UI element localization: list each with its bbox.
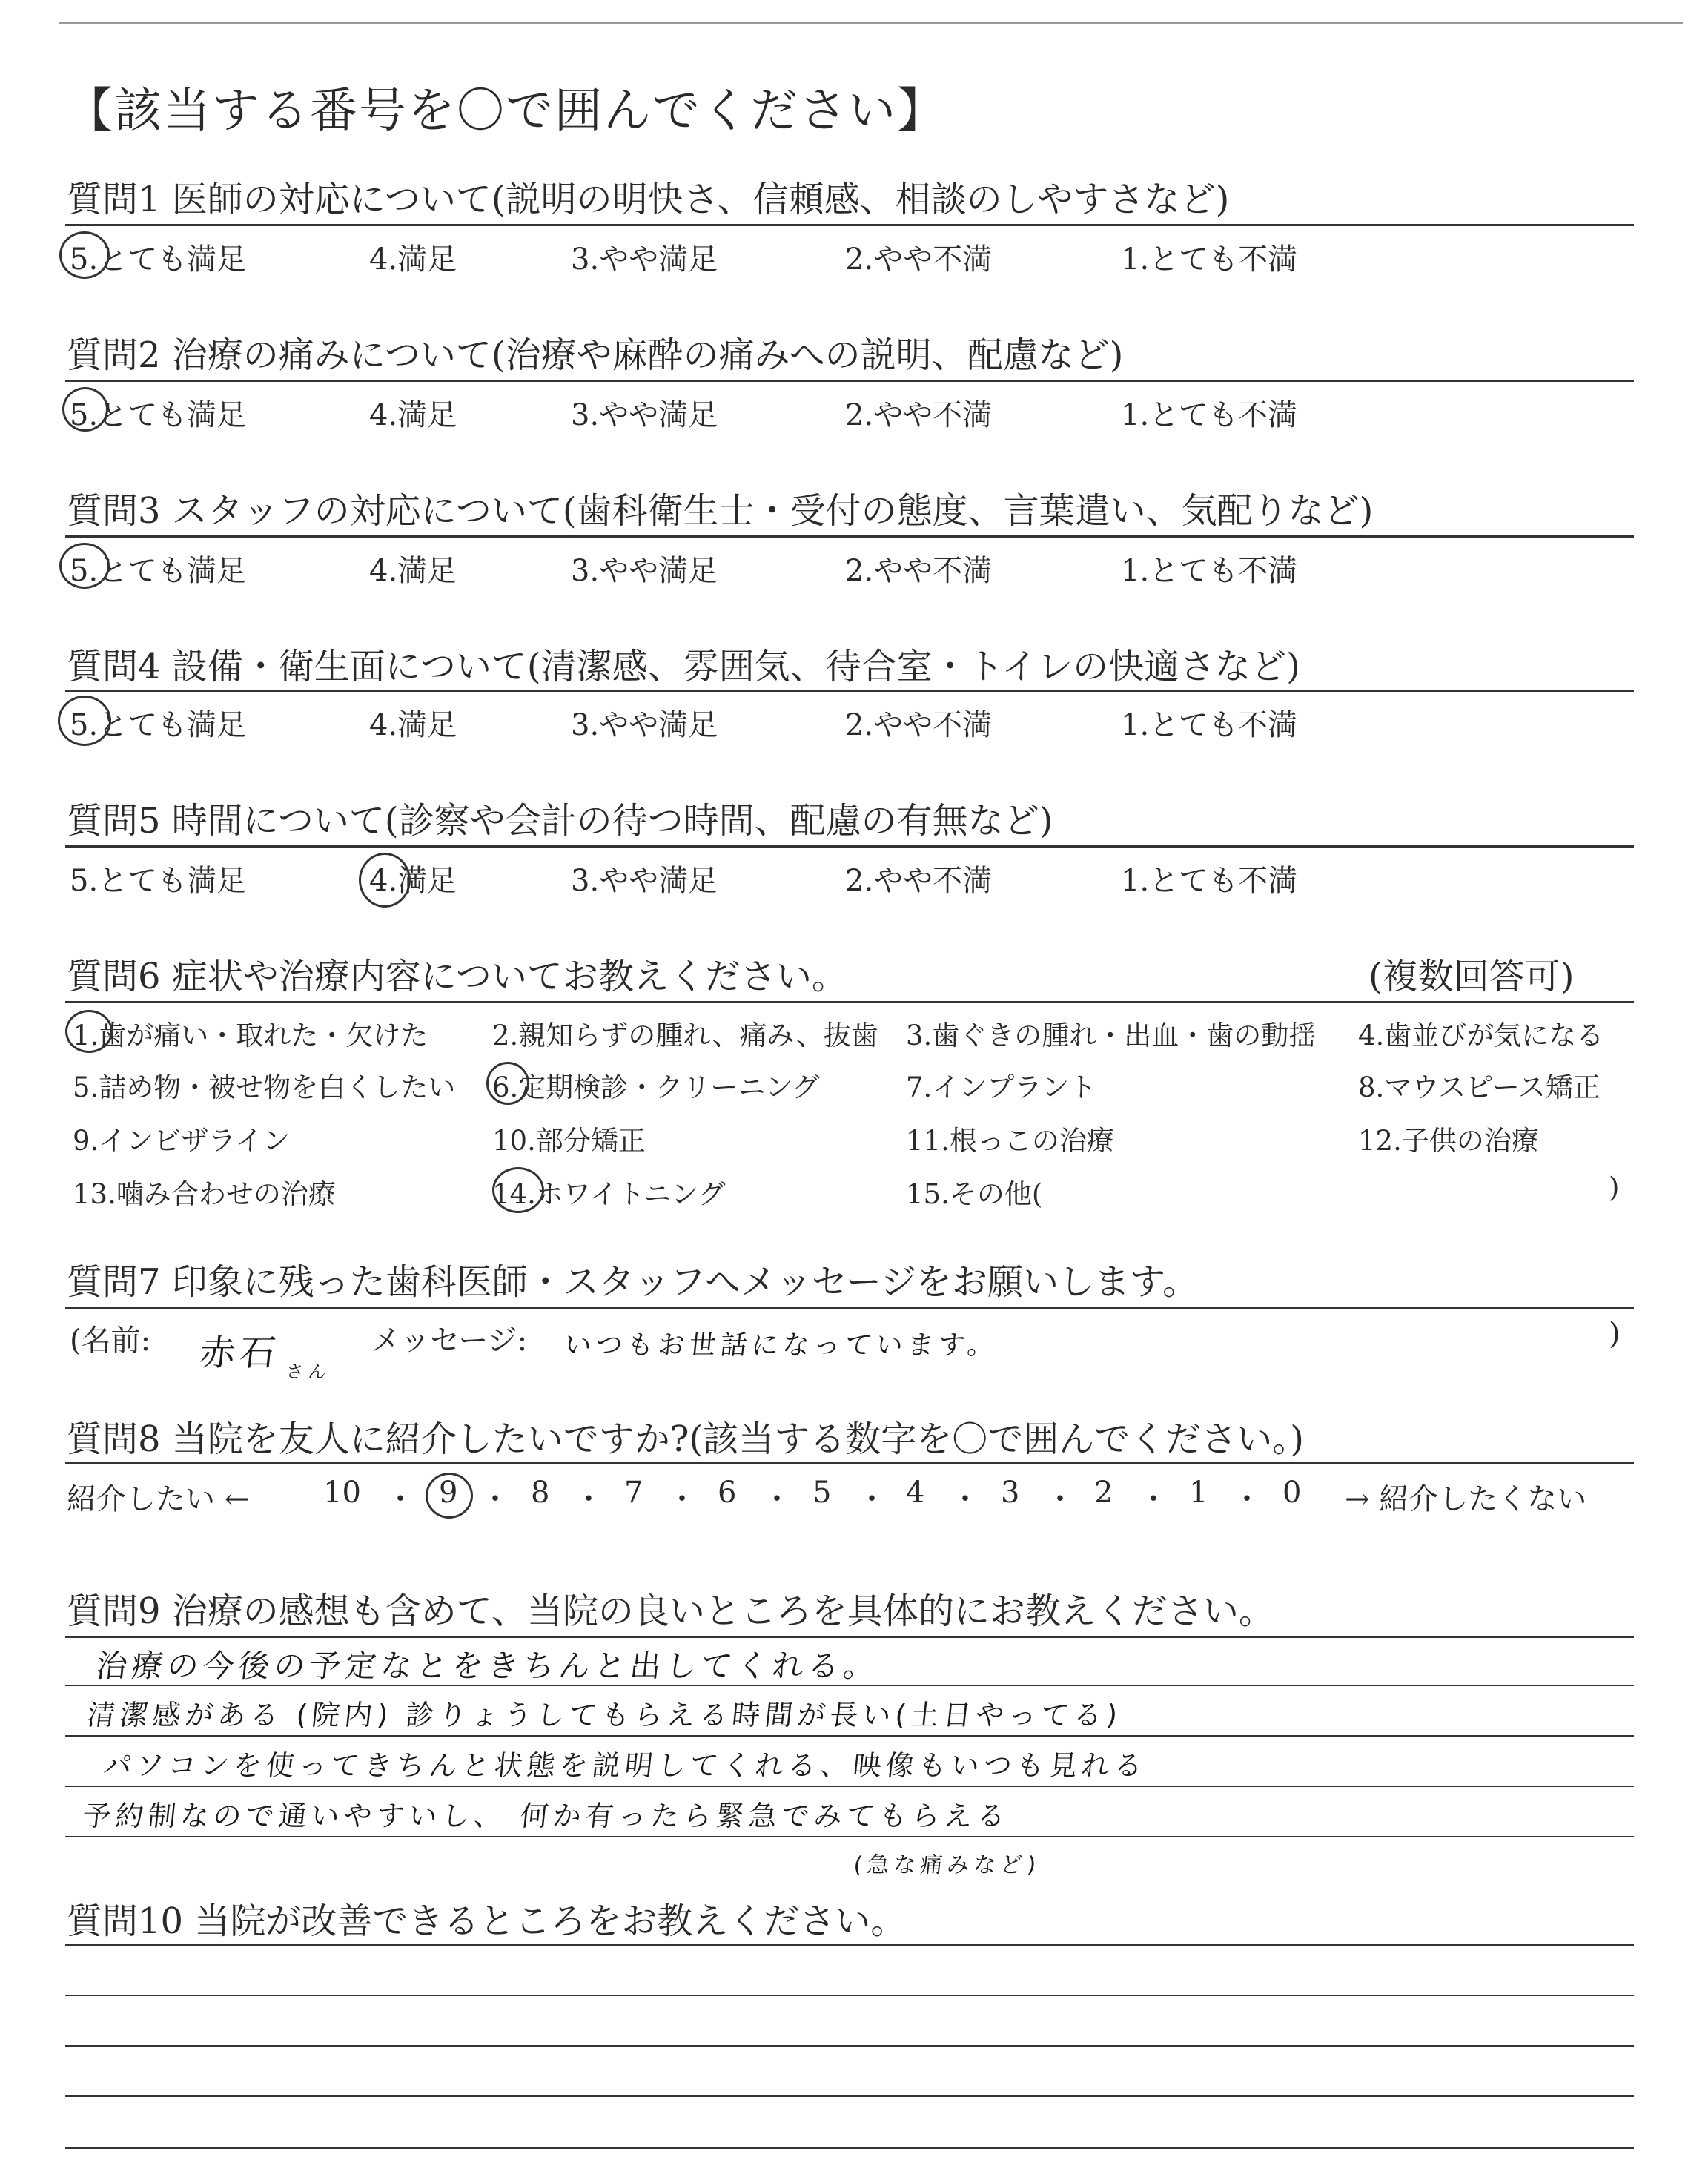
- q6-item-10[interactable]: 10.部分矯正: [492, 1125, 646, 1157]
- q5-option-1[interactable]: 1.とても不満: [1121, 864, 1298, 898]
- q3-option-3[interactable]: 3.やや満足: [571, 554, 718, 588]
- q2-option-4[interactable]: 4.満足: [369, 398, 457, 432]
- q9-writing-line: [65, 1735, 1634, 1737]
- q3-option-1[interactable]: 1.とても不満: [1121, 554, 1298, 588]
- q9-writing-line: [65, 1836, 1634, 1837]
- q8-title: 質問8 当院を友人に紹介したいですか?(該当する数字を〇で囲んでください。): [67, 1418, 1304, 1460]
- q5-title: 質問5 時間について(診察や会計の待つ時間、配慮の有無など): [67, 800, 1053, 842]
- q9-annotation: (急な痛みなど): [852, 1852, 1042, 1878]
- q8-dot: ・: [762, 1482, 792, 1516]
- q1-title: 質問1 医師の対応について(説明の明快さ、信頼感、相談のしやすさなど): [67, 179, 1230, 220]
- q1-option-3[interactable]: 3.やや満足: [571, 242, 718, 277]
- q5-option-4[interactable]: 4.満足: [369, 864, 457, 898]
- q8-scale-5[interactable]: 5: [812, 1476, 832, 1510]
- q6-item-5[interactable]: 5.詰め物・被せ物を白くしたい: [73, 1071, 456, 1103]
- q8-scale-6[interactable]: 6: [718, 1476, 737, 1510]
- q1-option-2[interactable]: 2.やや不満: [845, 242, 993, 277]
- q4-option-1[interactable]: 1.とても不満: [1121, 708, 1298, 742]
- q10-writing-line[interactable]: [65, 1995, 1634, 1996]
- q3-rule: [65, 535, 1634, 538]
- q8-dot: ・: [857, 1482, 887, 1516]
- q8-dot: ・: [574, 1482, 603, 1516]
- q8-scale-7[interactable]: 7: [624, 1476, 643, 1510]
- q6-item-2[interactable]: 2.親知らずの腫れ、痛み、抜歯: [492, 1020, 878, 1051]
- q8-scale-0[interactable]: 0: [1282, 1476, 1302, 1510]
- q3-answer-circle: [59, 543, 110, 589]
- q6-item-15[interactable]: 15.その他(: [906, 1178, 1043, 1210]
- q7-rule: [65, 1307, 1634, 1309]
- q8-scale-3[interactable]: 3: [1001, 1476, 1020, 1510]
- q10-title: 質問10 当院が改善できるところをお教えください。: [67, 1900, 907, 1942]
- q8-rule: [65, 1462, 1634, 1464]
- q8-dot: ・: [1045, 1482, 1075, 1516]
- q7-message-value[interactable]: いつもお世話になっています。: [563, 1330, 1000, 1361]
- q10-writing-line[interactable]: [65, 2045, 1634, 2047]
- q8-dot: ・: [667, 1482, 697, 1516]
- q7-close-paren: ): [1609, 1317, 1621, 1351]
- q6-item-8[interactable]: 8.マウスピース矯正: [1358, 1071, 1601, 1103]
- q6-item-3[interactable]: 3.歯ぐきの腫れ・出血・歯の動揺: [906, 1020, 1317, 1051]
- q6-title: 質問6 症状や治療内容についてお教えください。: [67, 956, 847, 997]
- q2-option-2[interactable]: 2.やや不満: [845, 398, 993, 432]
- q6-answer-circle-14: [492, 1167, 544, 1213]
- q6-item-11[interactable]: 11.根っこの治療: [906, 1125, 1114, 1157]
- q2-title: 質問2 治療の痛みについて(治療や麻酔の痛みへの説明、配慮など): [67, 334, 1124, 376]
- q3-option-2[interactable]: 2.やや不満: [845, 554, 993, 588]
- q7-message-label: メッセージ:: [371, 1324, 528, 1358]
- q8-dot: ・: [1139, 1482, 1168, 1516]
- q8-dot: ・: [480, 1482, 510, 1516]
- q6-answer-circle-1: [65, 1010, 113, 1053]
- q9-writing-line: [65, 1786, 1634, 1787]
- q6-item-14[interactable]: 14.ホワイトニング: [492, 1178, 726, 1210]
- q4-title: 質問4 設備・衛生面について(清潔感、雰囲気、待合室・トイレの快適さなど): [67, 646, 1300, 687]
- q4-option-5[interactable]: 5.とても満足: [70, 708, 247, 742]
- q5-answer-circle: [359, 853, 411, 908]
- q7-name-suffix: さん: [285, 1361, 332, 1382]
- q5-option-3[interactable]: 3.やや満足: [571, 864, 718, 898]
- q5-option-2[interactable]: 2.やや不満: [845, 864, 993, 898]
- q7-title: 質問7 印象に残った歯科医師・スタッフへメッセージをお願いします。: [67, 1261, 1199, 1303]
- q9-answer-line-1: 治療の今後の予定なとをきちんと出してくれる。: [94, 1648, 881, 1684]
- q2-option-1[interactable]: 1.とても不満: [1121, 398, 1298, 432]
- q1-rule: [65, 224, 1634, 226]
- q5-option-5[interactable]: 5.とても満足: [70, 864, 247, 898]
- page-title: 【該当する番号を〇で囲んでください】: [65, 84, 946, 139]
- q2-option-3[interactable]: 3.やや満足: [571, 398, 718, 432]
- q2-answer-circle: [62, 387, 108, 432]
- q1-option-1[interactable]: 1.とても不満: [1121, 242, 1298, 277]
- q8-scale-1[interactable]: 1: [1189, 1476, 1208, 1510]
- q6-rule: [65, 1001, 1634, 1003]
- q8-scale-2[interactable]: 2: [1094, 1476, 1113, 1510]
- q10-writing-line[interactable]: [65, 2095, 1634, 2097]
- q9-answer-line-3: パソコンを使ってきちんと状態を説明してくれる、映像もいつも見れる: [102, 1749, 1149, 1782]
- q6-item-6[interactable]: 6.定期検診・クリーニング: [492, 1071, 820, 1103]
- q8-scale-8[interactable]: 8: [531, 1476, 550, 1510]
- q6-item-1[interactable]: 1.歯が痛い・取れた・欠けた: [73, 1020, 428, 1051]
- q3-option-5[interactable]: 5.とても満足: [70, 554, 247, 588]
- q4-option-2[interactable]: 2.やや不満: [845, 708, 993, 742]
- q6-note: (複数回答可): [1368, 956, 1575, 997]
- q3-title: 質問3 スタッフの対応について(歯科衛生士・受付の態度、言葉遣い、気配りなど): [67, 490, 1374, 532]
- q5-rule: [65, 845, 1634, 848]
- q7-name-label: (名前:: [70, 1324, 151, 1358]
- q8-answer-circle: [426, 1473, 473, 1519]
- q8-left-label: 紹介したい ←: [67, 1482, 250, 1516]
- q1-answer-circle: [59, 231, 110, 279]
- q4-answer-circle: [58, 696, 111, 746]
- q9-answer-line-4: 予約制なので通いやすいし、 何か有ったら緊急でみてもらえる: [81, 1800, 1012, 1832]
- q4-rule: [65, 690, 1634, 692]
- q1-option-5[interactable]: 5.とても満足: [70, 242, 247, 277]
- q9-rule: [65, 1636, 1634, 1638]
- q6-item-4[interactable]: 4.歯並びが気になる: [1358, 1020, 1604, 1051]
- q8-scale-4[interactable]: 4: [906, 1476, 925, 1510]
- q6-item-15-close: ): [1609, 1172, 1620, 1203]
- q3-option-4[interactable]: 4.満足: [369, 554, 457, 588]
- q4-option-3[interactable]: 3.やや満足: [571, 708, 718, 742]
- q4-option-4[interactable]: 4.満足: [369, 708, 457, 742]
- q8-dot: ・: [385, 1482, 415, 1516]
- q2-option-5[interactable]: 5.とても満足: [70, 398, 247, 432]
- q8-scale-10[interactable]: 10: [323, 1476, 361, 1510]
- q8-scale-9[interactable]: 9: [439, 1476, 458, 1510]
- q7-name-value[interactable]: 赤石: [197, 1332, 282, 1374]
- q6-item-9[interactable]: 9.インビザライン: [73, 1125, 291, 1157]
- q9-answer-line-2: 清潔感がある (院内) 診りょうしてもらえる時間が長い(土日やってる): [85, 1699, 1124, 1731]
- q8-dot: ・: [1232, 1482, 1262, 1516]
- q6-answer-circle-6: [486, 1062, 529, 1105]
- q6-item-7[interactable]: 7.インプラント: [906, 1071, 1097, 1103]
- q10-writing-line[interactable]: [65, 2147, 1634, 2149]
- q6-item-13[interactable]: 13.噛み合わせの治療: [73, 1178, 336, 1210]
- q2-rule: [65, 380, 1634, 382]
- q8-right-label: → 紹介したくない: [1345, 1482, 1587, 1516]
- scan-top-edge: [59, 22, 1683, 24]
- q9-title: 質問9 治療の感想も含めて、当院の良いところを具体的にお教えください。: [67, 1591, 1274, 1632]
- q6-item-12[interactable]: 12.子供の治療: [1358, 1125, 1539, 1157]
- q10-rule: [65, 1944, 1634, 1946]
- q1-option-4[interactable]: 4.満足: [369, 242, 457, 277]
- q8-dot: ・: [950, 1482, 980, 1516]
